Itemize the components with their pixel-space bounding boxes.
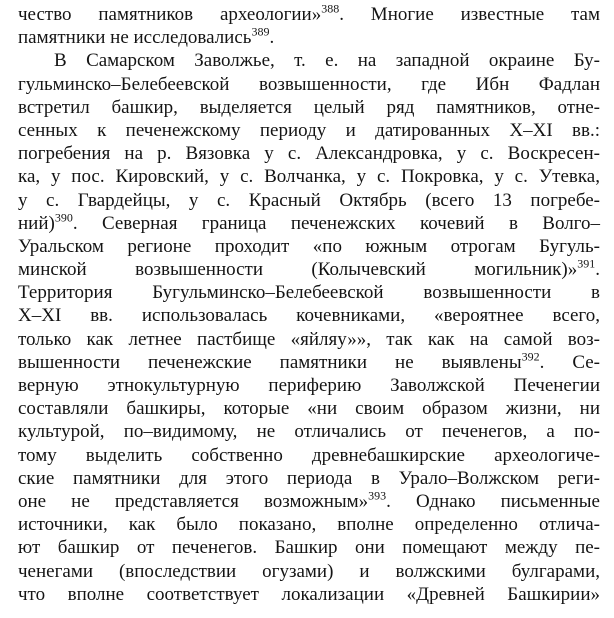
text-line: памятники не исследовались$^{389}$. bbox=[18, 24, 275, 49]
text-line: только как летнее пастбище «яйляу»», так как на самой воз- bbox=[18, 328, 600, 350]
footnote-ref: 391 bbox=[577, 256, 596, 271]
text-line: Территория Бугульминско–Белебеевской возвышенности в bbox=[18, 282, 600, 304]
text-line: встретил башкир, выделяется целый ряд памятников, отне- bbox=[18, 96, 600, 118]
footnote-ref: 388 bbox=[321, 1, 340, 16]
footnote-ref: 390 bbox=[54, 210, 73, 225]
footnote-ref: 392 bbox=[521, 349, 540, 364]
text-block bbox=[18, 3, 600, 606]
footnote-ref: 393 bbox=[368, 488, 387, 503]
text-line: ченегами (впоследствии огузами) и волжскими булгарами, bbox=[18, 560, 600, 582]
text-line: ют башкир от печенегов. Башкир они помещают между пе- bbox=[18, 537, 600, 559]
text-line: верную этнокультурную периферию Заволжской Печенегии bbox=[18, 375, 600, 396]
text-line: сенных к печенежскому периоду и датированных X–XI вв.: bbox=[18, 119, 600, 141]
text-line: у с. Гвардейцы, у с. Красный Октябрь (всего 13 погребе- bbox=[18, 189, 600, 211]
text-line: вышенности печенежские памятники не выявлены$^{392}$. Се- bbox=[18, 349, 600, 373]
text-line: тому выделить собственно древнебашкирские археологиче- bbox=[18, 444, 600, 466]
footnote-ref: 389 bbox=[251, 24, 270, 39]
text-line: оне не представляется возможным»$^{393}$. Однако письменные bbox=[18, 488, 600, 512]
text-line: что вполне соответствует локализации «Древней Башкирии» bbox=[18, 583, 600, 605]
text-line: X–XI вв. использовалась кочевниками, «вероятнее всего, bbox=[18, 305, 600, 327]
text-line: минской возвышенности (Колычевский могильник)»$^{391}$. bbox=[18, 256, 600, 281]
text-line: составляли башкиры, которые «ни своим образом жизни, ни bbox=[18, 398, 600, 420]
text-line: Уральском регионе проходит «по южным отрогам Бугуль- bbox=[18, 235, 600, 257]
text-line: гульминско–Белебеевской возвышенности, где Ибн Фадлан bbox=[18, 73, 600, 95]
text-line: ний)$^{390}$. Северная граница печенежских кочевий в Волго– bbox=[18, 210, 600, 234]
text-line: источники, как было показано, вполне определенно отлича- bbox=[18, 514, 600, 536]
text-line: погребения на р. Вязовка у с. Александровка, у с. Воскресен- bbox=[18, 143, 600, 165]
text-line: В Самарском Заволжье, т. е. на западной окраине Бу- bbox=[54, 50, 600, 72]
text-line: чество памятников археологии»$^{388}$. Многие известные там bbox=[18, 1, 600, 25]
text-line: ка, у пос. Кировский, у с. Волчанка, у с. Покровка, у с. Утевка, bbox=[18, 166, 600, 188]
text-line: ские памятники для этого периода в Урало–Волжском реги- bbox=[18, 467, 600, 489]
text-line: культурой, по–видимому, не отличались от печенегов, а по- bbox=[18, 421, 600, 443]
